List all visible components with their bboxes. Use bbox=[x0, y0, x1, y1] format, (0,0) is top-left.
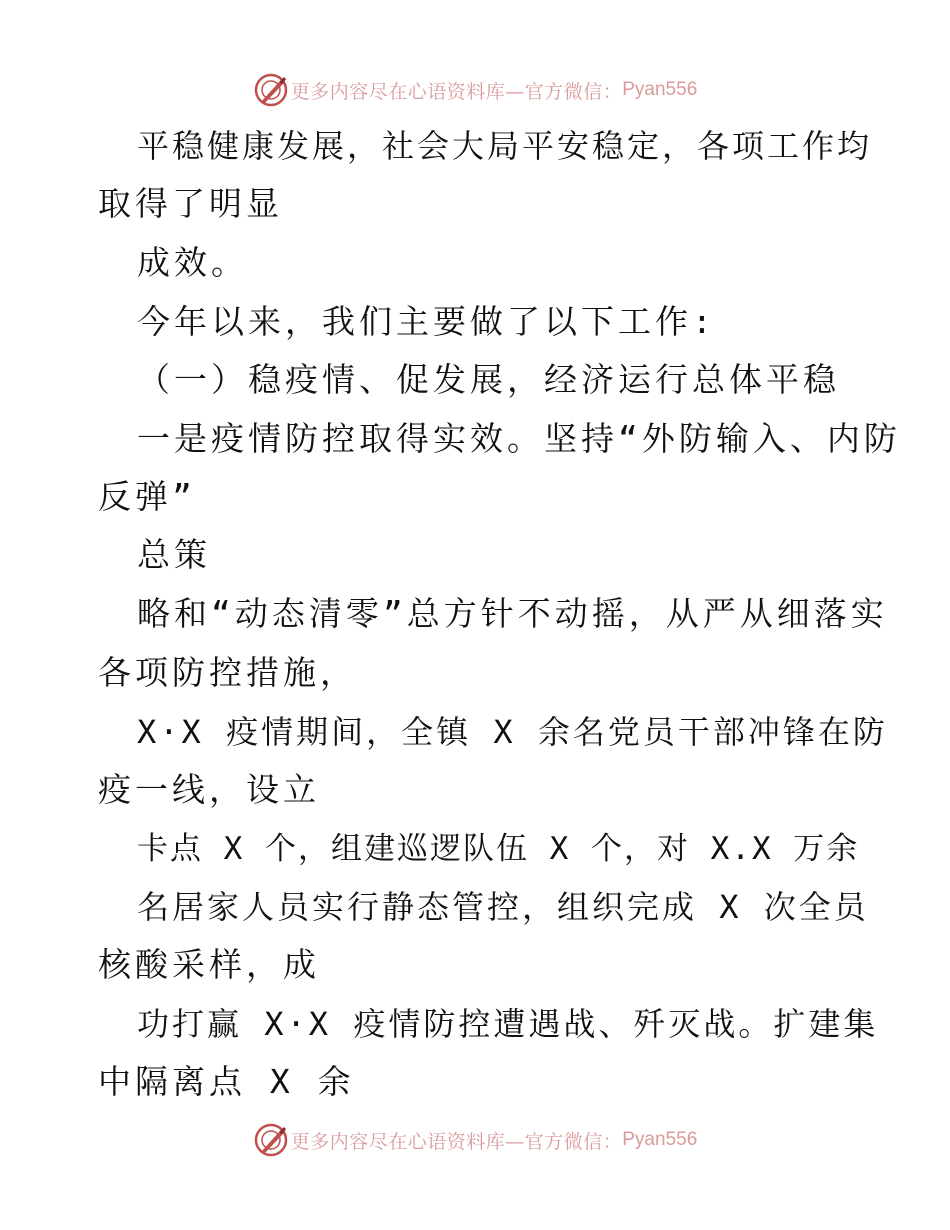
header-banner-text: 更多内容尽在心语资料库—官方微信： bbox=[290, 80, 623, 103]
body-line: 略和“动态清零”总方针不动摇，从严从细落实 bbox=[137, 594, 888, 633]
body-line: 反弹” bbox=[98, 477, 196, 516]
header-wechat-id: Pyan556 bbox=[622, 79, 698, 100]
body-line: X·X 疫情期间，全镇 X 余名党员干部冲锋在防 bbox=[137, 713, 888, 751]
footer-wechat-id: Pyan556 bbox=[622, 1129, 698, 1150]
body-line: 名居家人员实行静态管控，组织完成 X 次全员 bbox=[137, 888, 869, 926]
pen-logo-icon bbox=[253, 1122, 289, 1158]
body-line: 核酸采样，成 bbox=[98, 945, 320, 984]
body-line: 总策 bbox=[137, 535, 211, 574]
body-line: 今年以来，我们主要做了以下工作: bbox=[137, 302, 716, 341]
body-line: 卡点 X 个，组建巡逻队伍 X 个，对 X.X 万余 bbox=[137, 831, 860, 867]
footer-banner-text: 更多内容尽在心语资料库—官方微信： bbox=[290, 1130, 623, 1153]
pen-logo-icon bbox=[253, 72, 289, 108]
body-line: 中隔离点 X 余 bbox=[98, 1062, 355, 1101]
body-line: 成效。 bbox=[137, 243, 248, 282]
body-line: 取得了明显 bbox=[98, 184, 283, 223]
section-heading: （一）稳疫情、促发展，经济运行总体平稳 bbox=[137, 360, 840, 399]
body-line: 疫一线，设立 bbox=[98, 770, 320, 809]
footer-watermark-banner bbox=[0, 1120, 950, 1160]
body-line: 功打赢 X·X 疫情防控遭遇战、歼灭战。扩建集 bbox=[137, 1005, 879, 1043]
body-line: 各项防控措施， bbox=[98, 653, 357, 692]
header-watermark-banner bbox=[0, 70, 950, 110]
body-line: 平稳健康发展，社会大局平安稳定，各项工作均 bbox=[137, 127, 873, 165]
body-line: 一是疫情防控取得实效。坚持“外防输入、内防 bbox=[137, 419, 901, 458]
